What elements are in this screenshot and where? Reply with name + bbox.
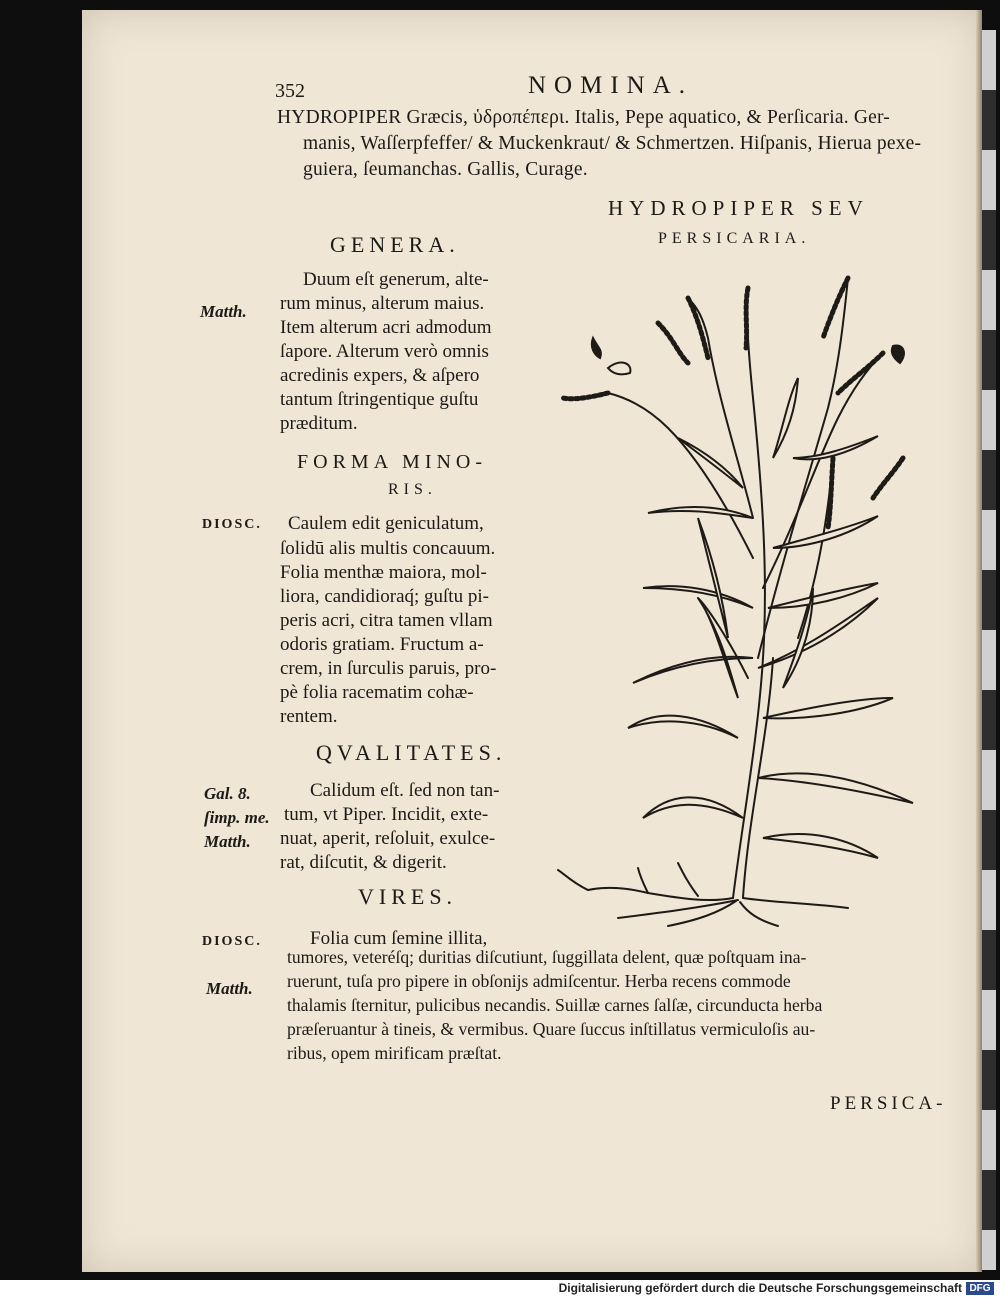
nomina-line-3: guiera, ſeumanchas. Gallis, Curage. (303, 159, 588, 180)
forma-line: pè folia racematim cohæ- (280, 682, 474, 703)
figure-caption-line-1: HYDROPIPER SEV (608, 196, 869, 220)
forma-line: liora, candidioraq́; guſtu pi- (280, 586, 489, 607)
heading-vires: VIRES. (358, 884, 458, 909)
vires-line: præſeruantur à tineis, & vermibus. Quare ſuccus inſtillatus vermiculoſis au- (287, 1019, 816, 1039)
dfg-logo: DFG (966, 1282, 994, 1295)
nomina-line-1: HYDROPIPER Græcis, ὑδροπέπερι. Italis, Pepe aquatico, & Perſicaria. Ger- (277, 107, 890, 128)
genera-line: rum minus, alterum maius. (280, 293, 485, 314)
page-number: 352 (275, 80, 305, 102)
forma-line: peris acri, citra tamen vllam (280, 610, 493, 631)
nomina-line-2: manis, Waſſerpfeffer/ & Muckenkraut/ & Schmertzen. Hiſpanis, Hierua pexe- (303, 133, 922, 154)
vires-line: Folia cum ſemine illita, (310, 928, 488, 949)
digitization-credit: Digitalisierung gefördert durch die Deutsche Forschungsgemeinschaft (558, 1281, 962, 1295)
heading-forma: FORMA MINO- (297, 451, 488, 473)
heading-forma-cont: RIS. (388, 481, 437, 498)
section-header: NOMINA. (528, 72, 694, 99)
genera-line: Duum eſt generum, alte- (303, 269, 489, 290)
margin-note-gal: Gal. 8. (204, 784, 251, 803)
margin-note-matth: Matth. (200, 302, 247, 321)
margin-note-diosc: DIOSC. (202, 517, 262, 532)
plant-woodcut-illustration (548, 258, 938, 930)
scan-color-ruler (982, 30, 996, 1270)
forma-line: rentem. (280, 706, 338, 727)
heading-genera: GENERA. (330, 232, 460, 257)
forma-line: odoris gratiam. Fructum a- (280, 634, 484, 655)
forma-line: Folia menthæ maiora, mol- (280, 562, 487, 583)
genera-line: præditum. (280, 413, 358, 434)
vires-line: tumores, veteréſq; duritias diſcutiunt, ſuggillata delent, quæ poſtquam ina- (287, 947, 807, 967)
genera-line: tantum ſtringentique guſtu (280, 389, 479, 410)
margin-note-diosc: DIOSC. (202, 934, 262, 949)
genera-line: acredinis expers, & aſpero (280, 365, 480, 386)
vires-line: ruerunt, tuſa pro pipere in obſonijs admiſcentur. Herba recens commode (287, 971, 791, 991)
genera-line: Item alterum acri admodum (280, 317, 492, 338)
forma-line: crem, in ſurculis paruis, pro- (280, 658, 497, 679)
catchword: PERSICA- (830, 1093, 947, 1114)
qualitates-line: tum, vt Piper. Incidit, exte- (284, 804, 489, 825)
heading-qualitates: QVALITATES. (316, 740, 507, 765)
forma-line: ſolidū alis multis concauum. (280, 538, 496, 559)
genera-line: ſapore. Alterum verò omnis (280, 341, 489, 362)
margin-note-simp: ſimp. me. (204, 808, 270, 827)
vires-line: thalamis ſternitur, pulicibus necandis. Suillæ carnes ſalſæ, circunducta herba (287, 995, 823, 1015)
qualitates-line: nuat, aperit, reſoluit, exulce- (280, 828, 496, 849)
margin-note-matth: Matth. (206, 979, 253, 998)
figure-caption-line-2: PERSICARIA. (658, 230, 811, 247)
forma-line: Caulem edit geniculatum, (288, 513, 484, 534)
vires-line: ribus, opem mirificam præſtat. (287, 1043, 502, 1063)
margin-note-matth: Matth. (204, 832, 251, 851)
qualitates-line: rat, diſcutit, & digerit. (280, 852, 447, 873)
qualitates-line: Calidum eſt. ſed non tan- (310, 780, 500, 801)
